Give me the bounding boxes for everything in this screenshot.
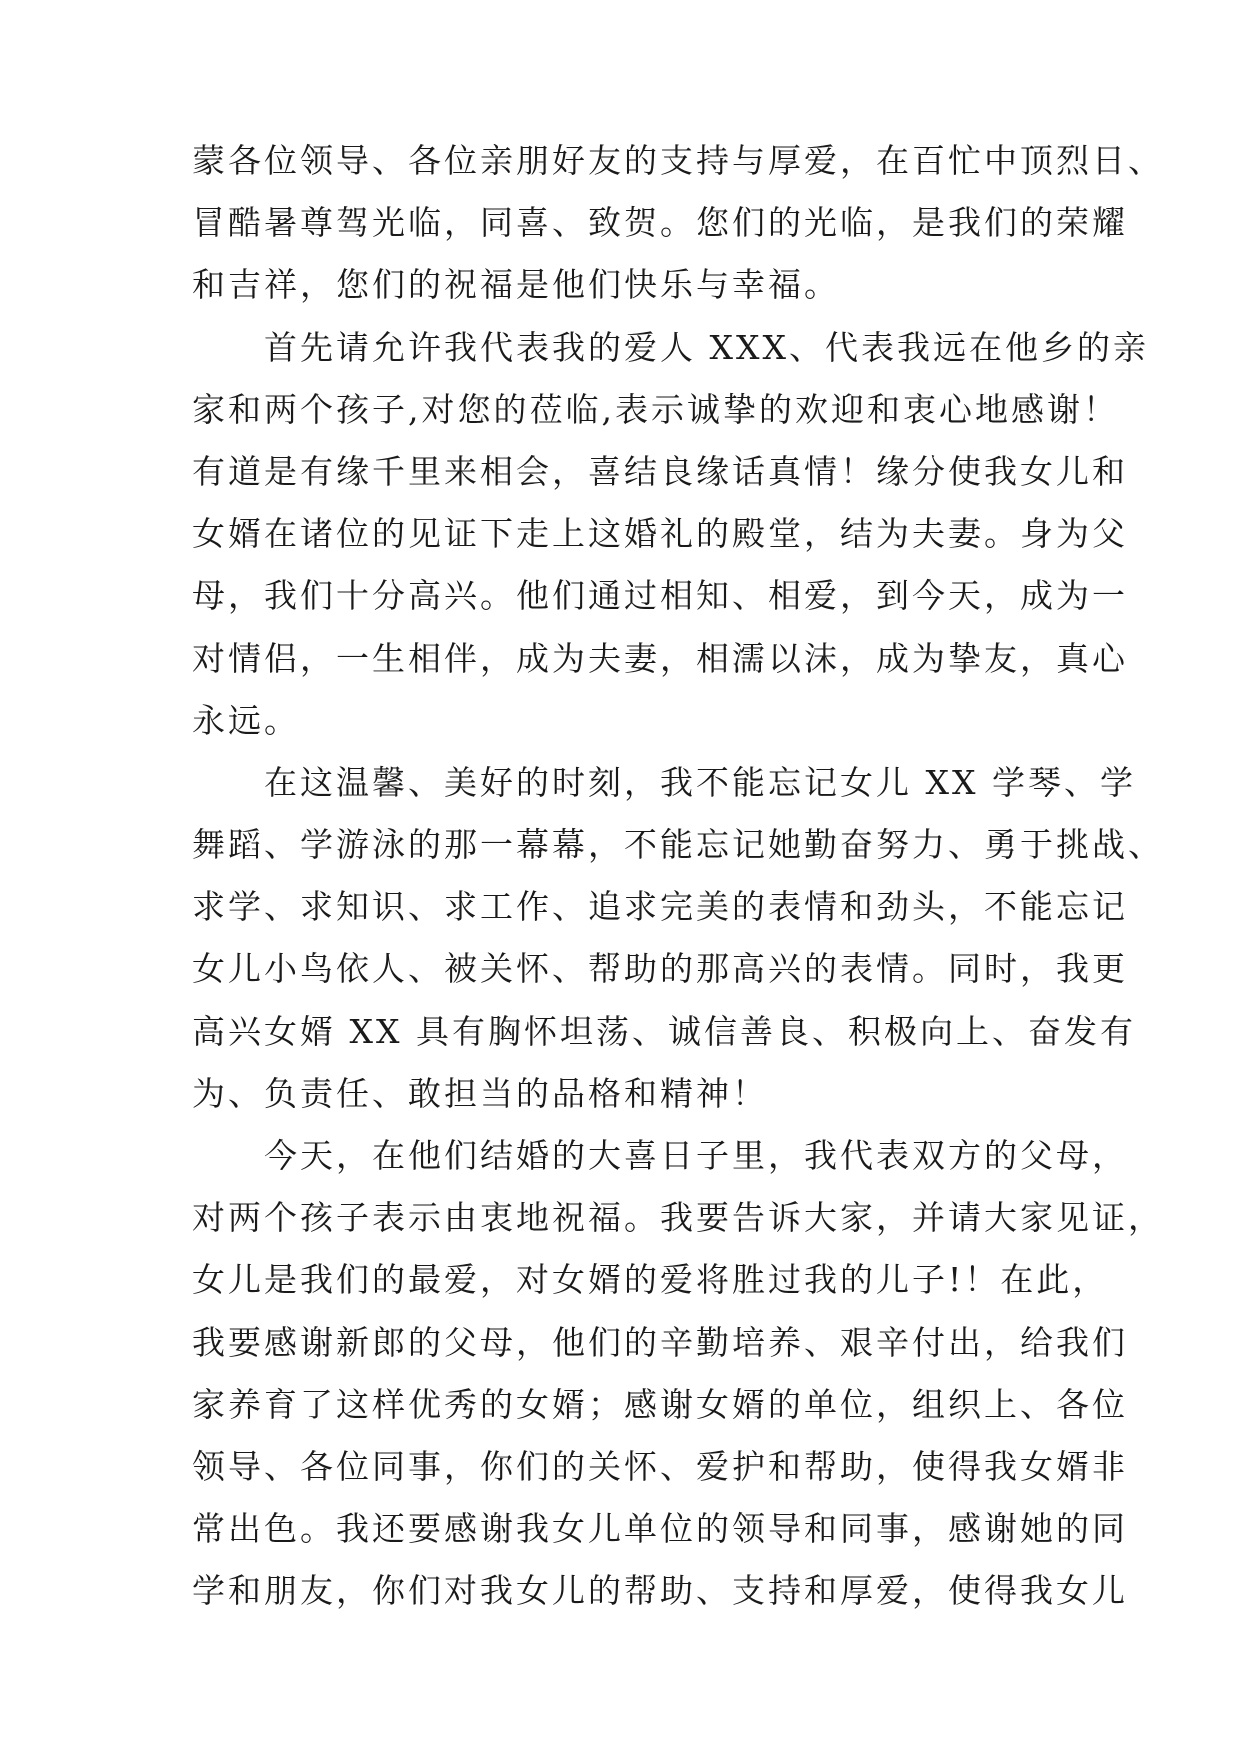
text-line: 对两个孩子表示由衷地祝福。我要告诉大家，并请大家见证，: [192, 1198, 1164, 1238]
text-line: 舞蹈、学游泳的那一幕幕，不能忘记她勤奋努力、勇于挑战、: [192, 825, 1164, 865]
text-line: 女儿小鸟依人、被关怀、帮助的那高兴的表情。同时，我更: [192, 949, 1128, 989]
text-line: 家和两个孩子,对您的莅临,表示诚挚的欢迎和衷心地感谢！: [192, 389, 1119, 429]
text-line: 家养育了这样优秀的女婿；感谢女婿的单位，组织上、各位: [192, 1384, 1128, 1424]
text-line: 蒙各位领导、各位亲朋好友的支持与厚爱，在百忙中顶烈日、: [192, 141, 1164, 180]
text-line: 求学、求知识、求工作、追求完美的表情和劲头，不能忘记: [192, 887, 1128, 927]
document-body: [192, 130, 1164, 1623]
paragraph-first-line: 今天，在他们结婚的大喜日子里，我代表双方的父母，: [264, 1136, 1128, 1175]
text-line: 我要感谢新郎的父母，他们的辛勤培养、艰辛付出，给我们: [192, 1322, 1128, 1362]
text-line: 对情侣，一生相伴，成为夫妻，相濡以沫，成为挚友，真心: [192, 638, 1128, 678]
text-line: 女儿是我们的最爱，对女婿的爱将胜过我的儿子!！在此，: [192, 1260, 1109, 1300]
text-line: 冒酷暑尊驾光临，同喜、致贺。您们的光临，是我们的荣耀: [192, 203, 1128, 243]
text-line: 高兴女婿 XX 具有胸怀坦荡、诚信善良、积极向上、奋发有: [192, 1011, 1136, 1051]
text-line: 女婿在诸位的见证下走上这婚礼的殿堂，结为夫妻。身为父: [192, 514, 1128, 554]
text-line: 有道是有缘千里来相会，喜结良缘话真情！缘分使我女儿和: [192, 451, 1128, 491]
text-line: 为、负责任、敢担当的品格和精神！: [192, 1073, 768, 1113]
text-line: 母，我们十分高兴。他们通过相知、相爱，到今天，成为一: [192, 576, 1128, 616]
text-line: 常出色。我还要感谢我女儿单位的领导和同事，感谢她的同: [192, 1509, 1128, 1549]
paragraph-first-line: 首先请允许我代表我的爱人 XXX、代表我远在他乡的亲: [264, 327, 1149, 367]
text-line: 领导、各位同事，你们的关怀、爱护和帮助，使得我女婿非: [192, 1446, 1128, 1486]
paragraph-first-line: 在这温馨、美好的时刻，我不能忘记女儿 XX 学琴、学: [264, 762, 1136, 802]
text-line: 和吉祥，您们的祝福是他们快乐与幸福。: [192, 265, 840, 305]
text-line: 永远。: [192, 700, 300, 740]
text-line: 学和朋友，你们对我女儿的帮助、支持和厚爱，使得我女儿: [192, 1571, 1128, 1611]
